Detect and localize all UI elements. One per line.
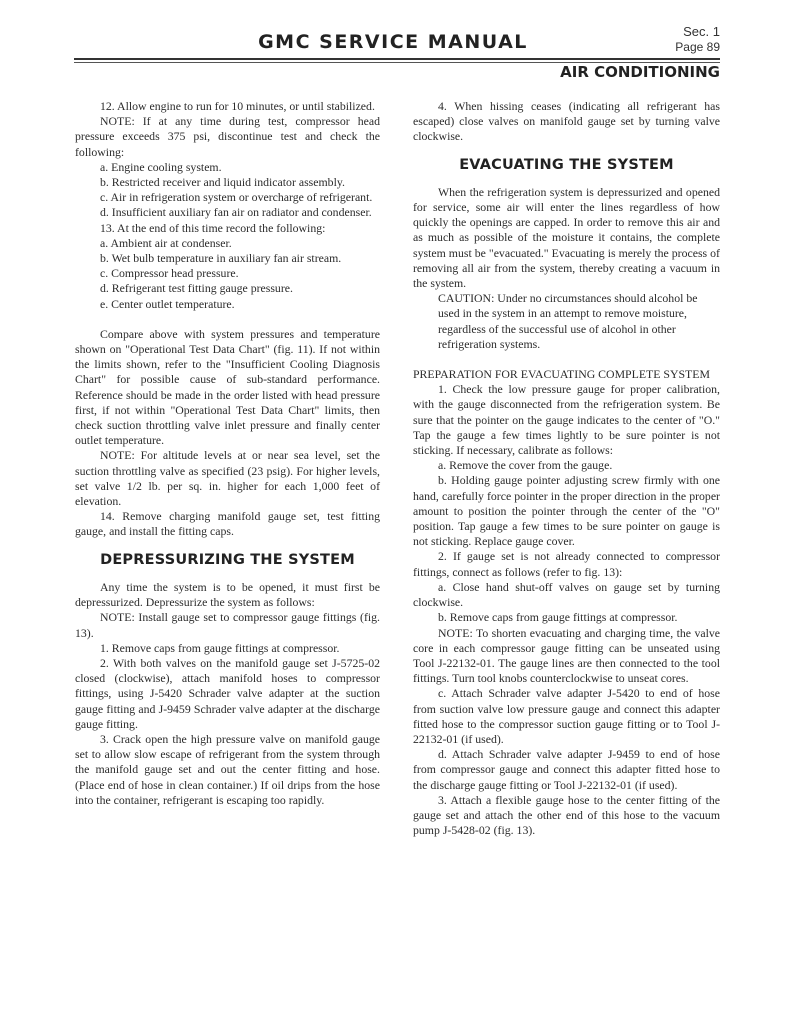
paragraph: 4. When hissing ceases (indicating all refrigerant has escaped) close valves on manifold gauge set by turning valve clockwise.	[413, 99, 720, 144]
note: NOTE: Install gauge set to compressor gauge fittings (fig. 13).	[75, 610, 380, 640]
paragraph: 12. Allow engine to run for 10 minutes, or until stabilized.	[100, 99, 375, 113]
manual-title: GMC SERVICE MANUAL	[258, 31, 528, 53]
paragraph: 3. Attach a flexible gauge hose to the center fitting of the gauge set and attach the other end of this hose to the vacuum pump J-5428-02 (fig. 13).	[413, 792, 720, 838]
list-item: b. Wet bulb temperature in auxiliary fan air stream.	[100, 251, 342, 266]
paragraph: 2. If gauge set is not already connected to compressor fittings, connect as follows (refer to fig. 13):	[413, 549, 720, 579]
list-item: a. Close hand shut-off valves on gauge set by turning clockwise.	[413, 579, 720, 610]
caution: CAUTION: Under no circumstances should alcohol be used in the system in an attempt to remove moisture, regardless of the successful use of alcohol in other refrigeration systems.	[438, 291, 698, 351]
list-item: b. Holding gauge pointer adjusting screw firmly with one hand, carefully force pointer in the proper direction in the proper amount to position the pointer through the center of the "O" position. Tap gauge a few times to be sure pointer on gauge is not sticking. Replace gauge cover.	[413, 473, 720, 549]
left-column	[75, 99, 380, 808]
right-column	[413, 99, 720, 838]
note: NOTE: To shorten evacuating and charging time, the valve core in each compressor gauge fitting can be unseated using Tool J-22132-01. The gauge lines are then connected to the tool fittings. Turn tool knobs counterclockwise to unseat cores.	[413, 625, 720, 686]
list-item: c. Attach Schrader valve adapter J-5420 to end of hose from suction valve low pressure gauge and connect this adapter fitted hose to the compressor suction gauge fitting or to Tool J-22132-01 (if used).	[413, 686, 720, 746]
heading-depressurizing: DEPRESSURIZING THE SYSTEM	[100, 551, 355, 568]
paragraph: 14. Remove charging manifold gauge set, test fitting gauge, and install the fitting caps.	[75, 509, 380, 539]
list-item: d. Refrigerant test fitting gauge pressure.	[100, 281, 293, 296]
list-item: d. Attach Schrader valve adapter J-9459 to end of hose from compressor gauge and connect this adapter fitted hose to the discharge gauge fitting or Tool J-22132-01 (if used).	[413, 747, 720, 792]
list-item: e. Center outlet temperature.	[100, 296, 235, 311]
note: NOTE: If at any time during test, compressor head pressure exceeds 375 psi, discontinue test and check the following:	[75, 114, 380, 159]
paragraph: When the refrigeration system is depressurized and opened for service, some air will enter the lines regardless of how quickly the openings are capped. In order to remove this air and as much as possible of the moisture it contains, the complete system must be "evacuated." Evacuating is merely the process of removing all air from the system, thereby creating a vacuum in the system.	[413, 184, 720, 291]
list-item: a. Ambient air at condenser.	[100, 235, 232, 250]
list-item: a. Engine cooling system.	[100, 159, 222, 174]
list-item: a. Remove the cover from the gauge.	[438, 458, 613, 473]
paragraph: 13. At the end of this time record the following:	[100, 220, 326, 235]
note: NOTE: For altitude levels at or near sea level, set the suction throttling valve as specified (23 psig). For higher levels, set valve 1/2 lb. per sq. in. higher for each 1,000 feet of elevation.	[75, 448, 380, 509]
paragraph: 2. With both valves on the manifold gauge set J-5725-02 closed (clockwise), attach manifold hoses to compressor fittings, using J-5420 Schrader valve adapter at the suction gauge fitting and J-9459 Schrader valve adapter at the discharge gauge fitting.	[75, 655, 380, 731]
list-item: c. Air in refrigeration system or overcharge of refrigerant.	[100, 190, 373, 205]
list-item: c. Compressor head pressure.	[100, 266, 239, 281]
paragraph: 3. Crack open the high pressure valve on manifold gauge set to allow slow escape of refrigerant from the system through the manifold gauge set and out the center fitting and hose. (Place end of hose in clean container.) If oil drips from the hose into the container, refrigerant is escaping too rapidly.	[75, 731, 380, 807]
section-title: AIR CONDITIONING	[560, 63, 720, 81]
list-item: b. Restricted receiver and liquid indicator assembly.	[100, 175, 345, 190]
paragraph: 1. Check the low pressure gauge for proper calibration, with the gauge disconnected from the refrigeration system. Be sure that the pointer on the gauge indicates to the center of "O." Tap the gauge a few times lightly to be sure pointer is not sticking. If necessary, calibrate as follows:	[413, 382, 720, 458]
heading-evacuating: EVACUATING THE SYSTEM	[459, 156, 674, 173]
list-item: d. Insufficient auxiliary fan air on radiator and condenser.	[100, 205, 372, 220]
list-item: b. Remove caps from gauge fittings at compressor.	[438, 610, 678, 625]
subheading-preparation: PREPARATION FOR EVACUATING COMPLETE SYSTEM	[413, 367, 710, 382]
paragraph: 1. Remove caps from gauge fittings at compressor.	[100, 640, 340, 655]
paragraph: Compare above with system pressures and temperature shown on "Operational Test Data Chart" (fig. 11). If not within the limits shown, refer to the "Insufficient Cooling Diagnosis Chart" for possible cause of sub-standard performance. Reference should be made in the order listed with head pressure first, if not within "Operational Test Data Chart" limits, then check suction throttling valve inlet pressure and finally center outlet temperature.	[75, 326, 380, 448]
section-number: Sec. 1	[683, 24, 720, 39]
paragraph: Any time the system is to be opened, it must first be depressurized. Depressurize the system as follows:	[75, 579, 380, 610]
header-rule	[74, 58, 720, 60]
page-number: Page 89	[675, 40, 720, 54]
